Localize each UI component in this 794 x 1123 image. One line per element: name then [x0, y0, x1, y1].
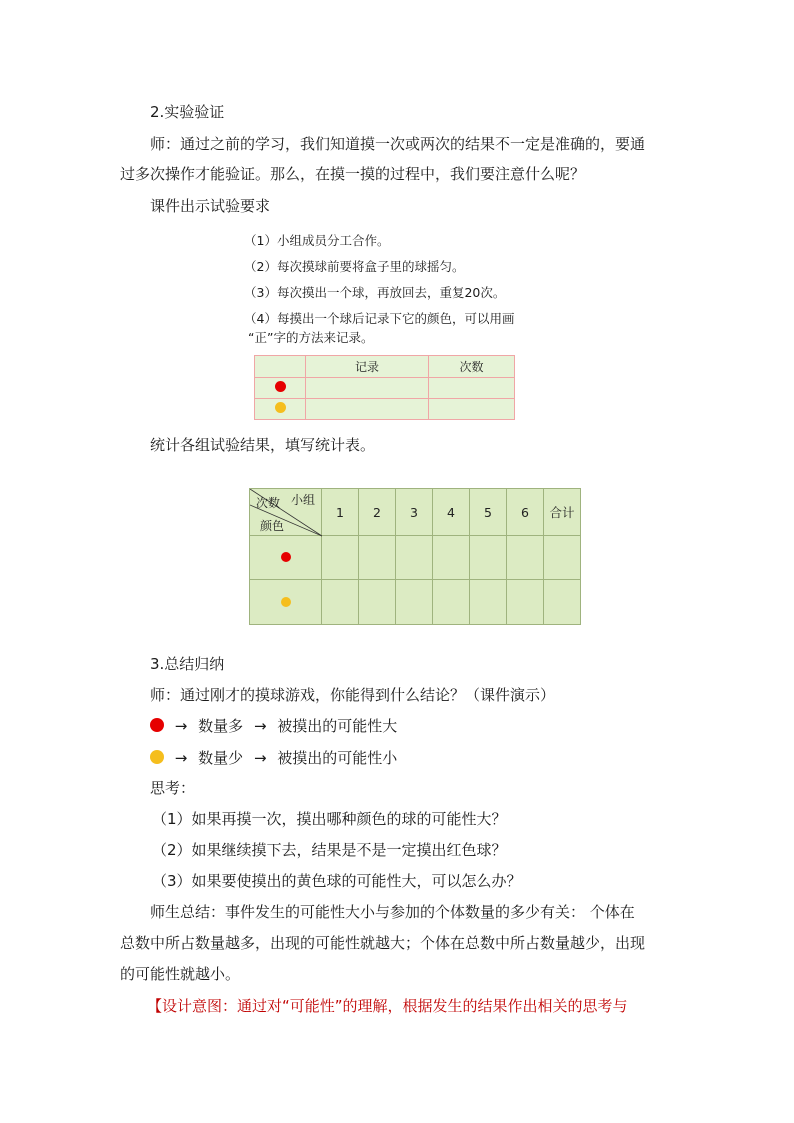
think-label: 思考： [150, 779, 196, 797]
requirement-4: （4）每摸出一个球后记录下它的颜色，可以用画 [244, 311, 515, 326]
red-ball-icon [150, 718, 164, 732]
result-text: 被摸出的可能性大 [277, 717, 398, 735]
teacher-line-1: 师：通过之前的学习，我们知道摸一次或两次的结果不一定是准确的，要通 [150, 135, 646, 153]
corner-count-label: 次数 [256, 496, 281, 510]
group-header: 2 [359, 489, 396, 536]
arrow-icon: → [253, 749, 267, 767]
stats-cell [396, 580, 433, 625]
corner-color-label: 颜色 [260, 519, 285, 533]
arrow-icon: → [174, 717, 188, 735]
count-cell [429, 378, 515, 399]
group-header: 6 [507, 489, 544, 536]
corner-group-label: 小组 [291, 493, 316, 507]
requirement-4-cont: “正”字的方法来记录。 [248, 330, 374, 345]
design-intent-note: 【设计意图：通过对“可能性”的理解，根据发生的结果作出相关的思考与 [147, 997, 628, 1015]
courseware-intro: 课件出示试验要求 [150, 197, 271, 215]
record-table [254, 355, 515, 420]
record-row-red [255, 378, 515, 399]
stats-cell [544, 580, 581, 625]
stats-cell [396, 536, 433, 580]
group-header: 3 [396, 489, 433, 536]
record-cell [306, 378, 429, 399]
stats-cell [507, 536, 544, 580]
stats-cell [507, 580, 544, 625]
stats-cell [359, 580, 396, 625]
arrow-icon: → [253, 717, 267, 735]
record-row-yellow [255, 399, 515, 420]
quantity-text: 数量多 [198, 717, 244, 735]
summary-line-2: 总数中所占数量越多，出现的可能性就越大；个体在总数中所占数量越少，出现 [120, 934, 646, 952]
result-text: 被摸出的可能性小 [277, 749, 398, 767]
teacher-line-2: 过多次操作才能验证。那么，在摸一摸的过程中，我们要注意什么呢？ [120, 165, 586, 183]
stats-cell [359, 536, 396, 580]
summary-line-1: 师生总结：事件发生的可能性大小与参加的个体数量的多少有关： 个体在 [150, 903, 635, 921]
yellow-ball-icon [281, 597, 291, 607]
stats-corner-cell [250, 489, 322, 536]
record-header-record: 记录 [306, 356, 429, 378]
requirement-2: （2）每次摸球前要将盒子里的球摇匀。 [244, 259, 465, 274]
yellow-ball-icon [275, 402, 286, 413]
requirement-3: （3）每次摸出一个球，再放回去，重复20次。 [244, 285, 506, 300]
stats-table [249, 488, 581, 625]
group-header: 5 [470, 489, 507, 536]
think-item-2: （2）如果继续摸下去，结果是不是一定摸出红色球？ [152, 841, 507, 859]
conclusion-row-yellow [150, 748, 397, 768]
count-cell [429, 399, 515, 420]
teacher-question: 师：通过刚才的摸球游戏，你能得到什么结论？（课件演示） [150, 686, 556, 704]
group-header: 1 [322, 489, 359, 536]
section2-heading: 2.实验验证 [150, 103, 225, 121]
group-header: 4 [433, 489, 470, 536]
stats-cell [433, 580, 470, 625]
requirement-1: （1）小组成员分工合作。 [244, 233, 390, 248]
stats-cell [322, 536, 359, 580]
red-ball-icon [281, 552, 291, 562]
summary-line-3: 的可能性就越小。 [120, 965, 241, 983]
stats-row-yellow [250, 580, 581, 625]
section3-heading: 3.总结归纳 [150, 655, 225, 673]
record-header-empty [255, 356, 306, 378]
stats-cell [470, 536, 507, 580]
stats-row-red [250, 536, 581, 580]
think-item-3: （3）如果要使摸出的黄色球的可能性大，可以怎么办？ [152, 872, 522, 890]
stats-cell [433, 536, 470, 580]
conclusion-row-red [150, 716, 397, 736]
stats-intro: 统计各组试验结果，填写统计表。 [150, 436, 376, 454]
arrow-icon: → [174, 749, 188, 767]
quantity-text: 数量少 [198, 749, 244, 767]
total-header: 合计 [544, 489, 581, 536]
record-header-count: 次数 [429, 356, 515, 378]
yellow-ball-icon [150, 750, 164, 764]
record-cell [306, 399, 429, 420]
think-item-1: （1）如果再摸一次，摸出哪种颜色的球的可能性大？ [152, 810, 507, 828]
red-ball-icon [275, 381, 286, 392]
stats-cell [544, 536, 581, 580]
stats-cell [322, 580, 359, 625]
stats-cell [470, 580, 507, 625]
